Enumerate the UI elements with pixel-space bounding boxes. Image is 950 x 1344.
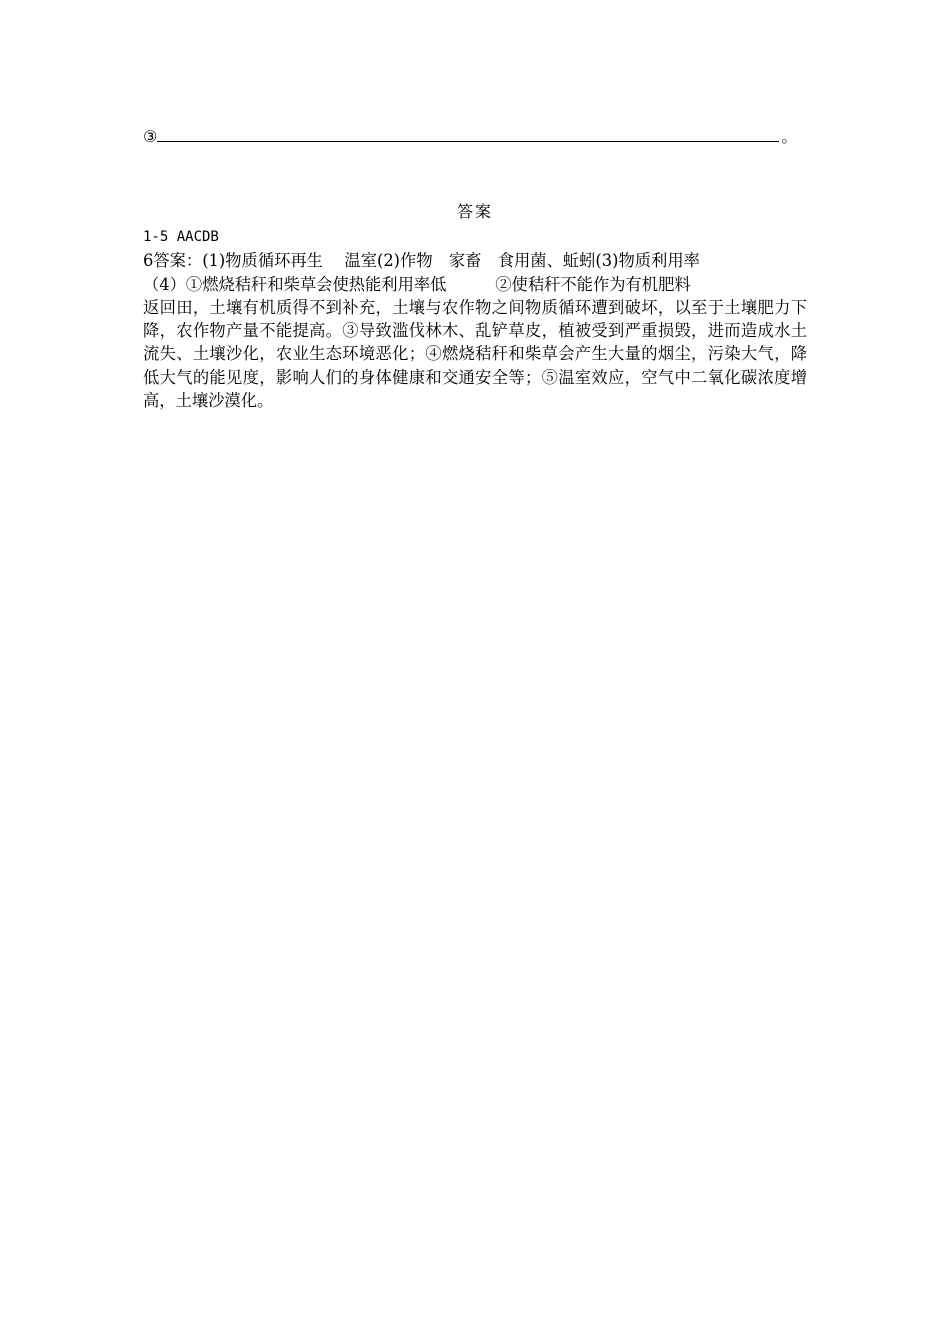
blank-item-marker: ③ (143, 127, 158, 146)
answer-1-5: 1-5 AACDB (143, 229, 219, 245)
answer-6-line-1: 6答案：(1)物质循环再生 温室(2)作物 家畜 食用菌、蚯蚓(3)物质利用率 (143, 251, 700, 271)
blank-underline (157, 126, 779, 142)
fill-in-blank-line (143, 126, 813, 148)
answer-heading: 答案 (456, 202, 493, 221)
blank-end-punctuation: 。 (781, 127, 798, 146)
answer-6-body: 返回田，土壤有机质得不到补充，土壤与农作物之间物质循环遭到破坏，以至于土壤肥力下降，农作物产量不能提高。③导致滥伐林木、乱铲草皮，植被受到严重损毁，进而造成水土流失、土壤沙化，农业生态环境恶化；④燃烧秸秆和柴草会产生大量的烟尘，污染大气，降低大气的能见度，影响人们的身体健康和交通安全等；⑤温室效应，空气中二氧化碳浓度增高，土壤沙漠化。 (143, 297, 807, 411)
answer-body (143, 226, 807, 412)
answer-6-line-2: （4）①燃烧秸秆和柴草会使热能利用率低 ②使秸秆不能作为有机肥料 (143, 274, 691, 294)
